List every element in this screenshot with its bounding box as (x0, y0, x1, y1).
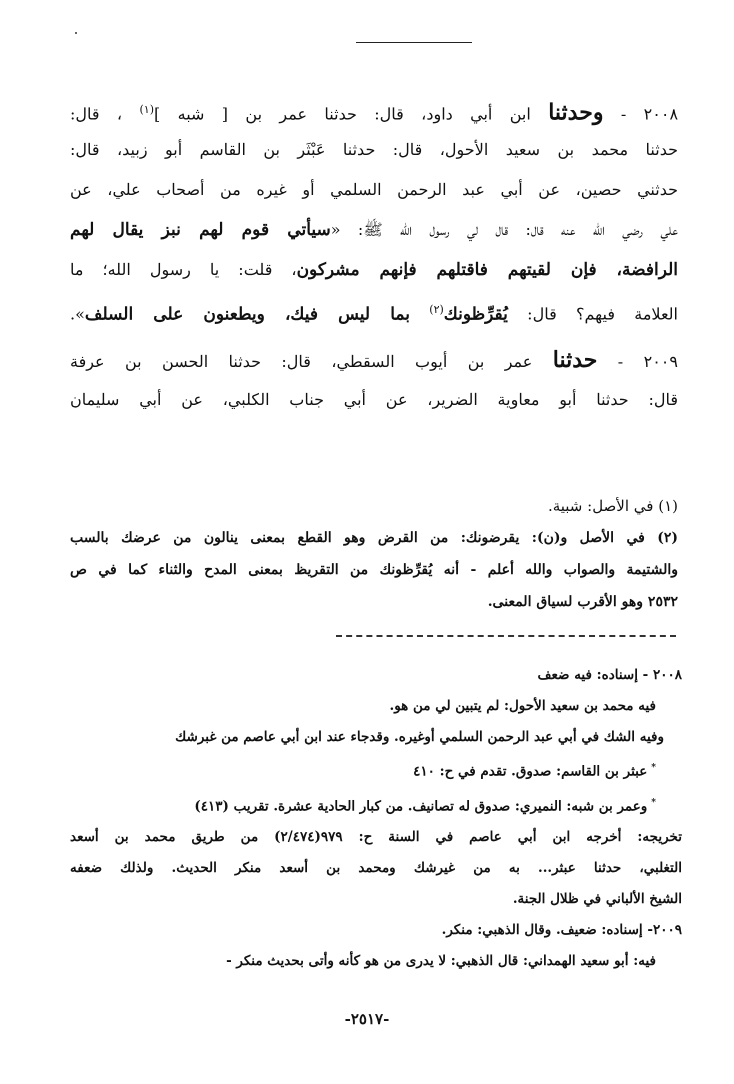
hadith-matn: سيأتي قوم لهم نبز يقال لهم (70, 220, 331, 240)
hadith-2009-line-2: قال: حدثنا أبو معاوية الضرير، عن أبي جناب الكلبي، عن أبي سليمان (70, 390, 678, 409)
takhrij-line: فيه: أبو سعيد الهمداني: قال الذهبي: لا يدرى من هو كأنه وأتى بحديث منكر - (226, 953, 656, 969)
dashed-separator (336, 635, 676, 637)
hadith-matn: بما ليس فيك، ويطعنون على السلف (84, 304, 410, 325)
takhrij-line (70, 753, 682, 788)
hadith-keyword: وحدثنا (548, 99, 604, 126)
takhrij-line: فيه محمد بن سعيد الأحول: لم يتبين لي من هو. (389, 698, 656, 714)
header-rule (356, 42, 472, 43)
page-number: -٢٥١٧- (344, 1010, 390, 1028)
footnote-2-line-3: ٢٥٣٢ وهو الأقرب لسياق المعنى. (487, 594, 678, 610)
footnote-marker: (١) (139, 103, 154, 116)
takhrij-line (70, 788, 682, 823)
takhrij-line: تخريجه: أخرجه ابن أبي عاصم في السنة ح: ٩٧٩(٢/٤٧٤) من طريق محمد بن أسعد (70, 829, 683, 845)
hadith-2009-line-1 (70, 340, 678, 380)
hadith-2008-line-1 (70, 90, 678, 130)
footnote-1: (١) في الأصل: شبية. (547, 497, 678, 515)
bullet-icon: * (651, 797, 656, 808)
hadith-number: ٢٠٠٨ - (620, 104, 679, 124)
hadith-2008-line-2: حدثنا محمد بن سعيد الأحول، قال: حدثنا عَبْثَر بن القاسم أبو زبيد، قال: (70, 140, 678, 159)
hadith-matn: الرافضة، فإن لقيتهم فاقتلهم فإنهم مشركون (296, 260, 678, 280)
takhrij-line: الشيخ الألباني في ظلال الجنة. (512, 891, 682, 907)
hadith-2008-line-5 (70, 250, 678, 290)
text-span: ». (70, 304, 85, 324)
hadith-keyword: حدثنا (552, 347, 598, 373)
text-span: وعمر بن شبه: النميري: صدوق له تصانيف. من كبار الحادية عشرة. تقريب (٤١٣) (194, 798, 648, 814)
text-span: عمر بن أيوب السقطي، قال: حدثنا الحسن بن عرفة (70, 352, 533, 371)
text-span: ، قلت: يا رسول الله؛ ما (70, 260, 297, 279)
footnotes (70, 490, 678, 618)
text-span: علي رضي الله عنه قال: قال لي رسول الله ﷺ: « (330, 220, 678, 239)
takhrij-section (70, 660, 682, 977)
bullet-icon: * (651, 763, 656, 773)
footnote-2-line-2: والشتيمة والصواب والله أعلم - أنه يُقرِّظونك من التقريظ بمعنى المدح والثناء كما في ص (70, 562, 678, 578)
text-span: ، قال: (70, 104, 123, 124)
stray-mark (75, 32, 77, 34)
hadith-2008-line-6 (70, 290, 678, 330)
footnote-2-line-1: (٢) في الأصل و(ن): يقرضونك: من القرض وهو القطع بمعنى ينالون من عرضك بالسب (70, 530, 678, 546)
takhrij-line: التغلبي، حدثنا عبثر... به من غيرشك ومحمد بن أسعد منكر الحديث. ولذلك ضعفه (70, 860, 682, 876)
takhrij-2009-heading: ٢٠٠٩- إسناده: ضعيف. وقال الذهبي: منكر. (441, 922, 682, 938)
takhrij-line: وفيه الشك في أبي عبد الرحمن السلمي أوغيره. وقدجاء عند ابن أبي عاصم من غبرشك (175, 729, 664, 745)
footnote-marker: (٢) (429, 303, 444, 316)
hadith-2008-line-3: حدثني حصين، عن أبي عبد الرحمن السلمي أو غيره من أصحاب علي، عن (70, 180, 678, 199)
hadith-number: ٢٠٠٩ - (617, 352, 678, 371)
hadith-matn: يُقرِّظونك (443, 304, 508, 325)
text-span: العلامة فيهم؟ قال: (527, 304, 679, 324)
hadith-2008-line-4 (70, 210, 678, 250)
main-text (70, 90, 678, 420)
text-span: ابن أبي داود، قال: حدثنا عمر بن [ شبه ] (154, 104, 531, 124)
text-span: عبثر بن القاسم: صدوق. تقدم في ح: ٤١٠ (413, 763, 648, 780)
takhrij-2008-heading: ٢٠٠٨ - إسناده: فيه ضعف (537, 667, 682, 683)
